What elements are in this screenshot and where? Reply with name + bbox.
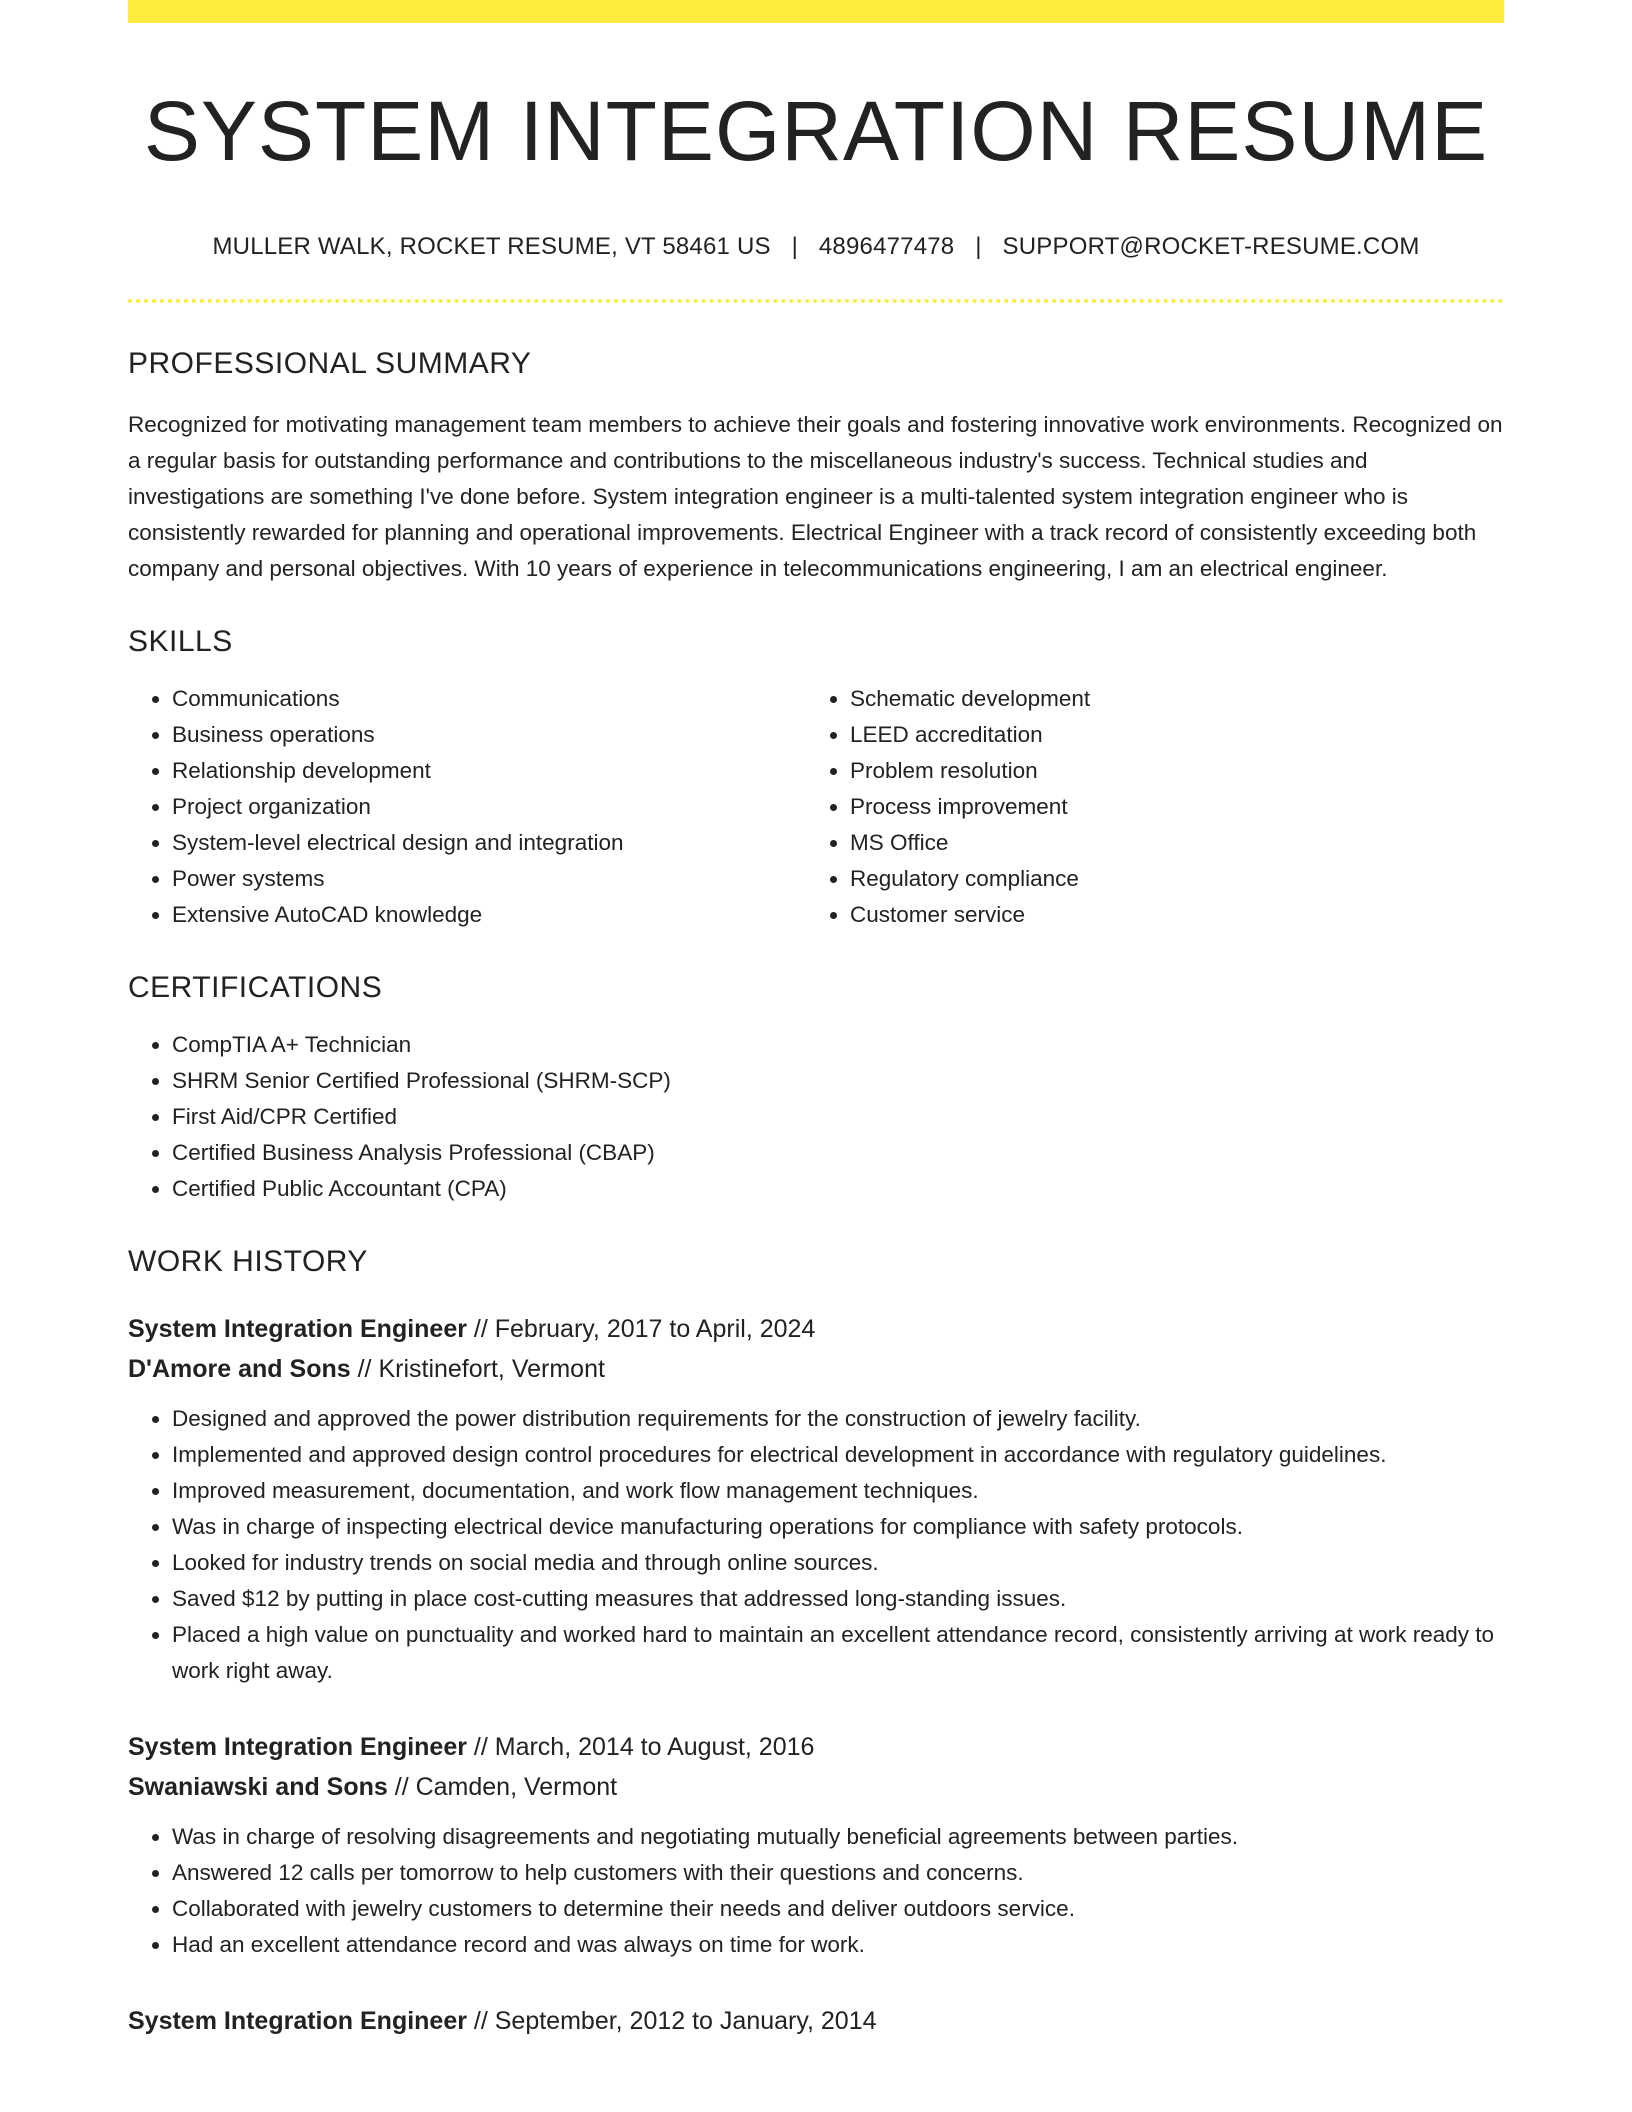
skills-list-left <box>128 681 806 933</box>
skill-item: • Relationship development <box>172 753 806 789</box>
job-entry <box>128 2001 1504 2041</box>
job-dates: // September, 2012 to January, 2014 <box>466 2007 877 2036</box>
job-role: System Integration Engineer <box>128 2007 467 2036</box>
job-bullet: • Had an excellent attendance record and was always on time for work. <box>172 1927 1504 1963</box>
job-bullet: • Was in charge of inspecting electrical device manufacturing operations for compliance with safety protocols. <box>172 1509 1504 1545</box>
job-role: System Integration Engineer <box>128 1733 467 1762</box>
job-dates: // March, 2014 to August, 2016 <box>466 1733 815 1762</box>
skill-item: • Power systems <box>172 861 806 897</box>
job-company: D'Amore and Sons <box>128 1355 351 1384</box>
email: SUPPORT@ROCKET-RESUME.COM <box>1002 233 1420 261</box>
skill-item: • Communications <box>172 681 806 717</box>
accent-bar <box>128 0 1504 23</box>
job-company-line <box>128 1349 1504 1389</box>
skills-list-right <box>806 681 1484 933</box>
job-title-line <box>128 1727 1504 1767</box>
summary-text: Recognized for motivating management team members to achieve their goals and fostering innovative work environments. Recognized on a regular basis for outstanding performance and contributions to the miscellaneous industry's success. Technical studies and investigations are something I've done before. System integration engineer is a multi-talented system integration engineer who is consistently rewarded for planning and operational improvements. Electrical Engineer with a track record of consistently exceeding both company and personal objectives. With 10 years of experience in telecommunications engineering, I am an electrical engineer. <box>128 412 1503 582</box>
job-location: // Kristinefort, Vermont <box>350 1355 605 1384</box>
summary-heading: PROFESSIONAL SUMMARY <box>128 347 532 381</box>
certification-item: • Certified Business Analysis Professional (CBAP) <box>172 1135 1504 1171</box>
skill-item: • Customer service <box>850 897 1484 933</box>
job-bullet: • Looked for industry trends on social media and through online sources. <box>172 1545 1504 1581</box>
job-bullet: • Saved $12 by putting in place cost-cutting measures that addressed long-standing issues. <box>172 1581 1504 1617</box>
skill-item: • Schematic development <box>850 681 1484 717</box>
job-bullet: • Collaborated with jewelry customers to determine their needs and deliver outdoors service. <box>172 1891 1504 1927</box>
job-role: System Integration Engineer <box>128 1315 467 1344</box>
job-entry <box>128 1727 1504 1963</box>
job-bullet: • Was in charge of resolving disagreements and negotiating mutually beneficial agreements between parties. <box>172 1819 1504 1855</box>
job-location: // Camden, Vermont <box>387 1773 618 1802</box>
skill-item: • Problem resolution <box>850 753 1484 789</box>
skill-item: • Business operations <box>172 717 806 753</box>
certification-item: • First Aid/CPR Certified <box>172 1099 1504 1135</box>
phone: 4896477478 <box>818 233 955 261</box>
certification-item: • CompTIA A+ Technician <box>172 1027 1504 1063</box>
certification-item: • Certified Public Accountant (CPA) <box>172 1171 1504 1207</box>
skill-item: • MS Office <box>850 825 1484 861</box>
skill-item: • LEED accreditation <box>850 717 1484 753</box>
contact-separator: | <box>975 233 982 261</box>
contact-line <box>128 233 1504 261</box>
skill-item: • Extensive AutoCAD knowledge <box>172 897 806 933</box>
skill-item: • System-level electrical design and integration <box>172 825 806 861</box>
skill-item: • Project organization <box>172 789 806 825</box>
job-dates: // February, 2017 to April, 2024 <box>466 1315 816 1344</box>
job-company: Swaniawski and Sons <box>128 1773 388 1802</box>
job-company-line <box>128 1767 1504 1807</box>
job-bullet: • Designed and approved the power distribution requirements for the construction of jewelry facility. <box>172 1401 1504 1437</box>
job-bullet: • Answered 12 calls per tomorrow to help customers with their questions and concerns. <box>172 1855 1504 1891</box>
skills-columns <box>128 681 1504 933</box>
job-title-line <box>128 1309 1504 1349</box>
job-bullet: • Implemented and approved design control procedures for electrical development in accordance with regulatory guidelines. <box>172 1437 1504 1473</box>
job-bullets <box>128 1401 1504 1689</box>
skill-item: • Process improvement <box>850 789 1484 825</box>
skills-heading: SKILLS <box>128 625 233 659</box>
certification-item: • SHRM Senior Certified Professional (SHRM-SCP) <box>172 1063 1504 1099</box>
certifications-heading: CERTIFICATIONS <box>128 971 383 1005</box>
dotted-divider <box>128 299 1504 303</box>
work-history-heading: WORK HISTORY <box>128 1245 368 1279</box>
job-bullet: • Placed a high value on punctuality and worked hard to maintain an excellent attendance record, consistently arriving at work ready to work right away. <box>172 1617 1504 1689</box>
job-title-line <box>128 2001 1504 2041</box>
resume-page <box>128 0 1504 2112</box>
job-bullet: • Improved measurement, documentation, and work flow management techniques. <box>172 1473 1504 1509</box>
skill-item: • Regulatory compliance <box>850 861 1484 897</box>
resume-title: SYSTEM INTEGRATION RESUME <box>143 84 1489 178</box>
certifications-list <box>128 1027 1504 1207</box>
address: MULLER WALK, ROCKET RESUME, VT 58461 US <box>212 233 771 261</box>
job-bullets <box>128 1819 1504 1963</box>
job-entry <box>128 1309 1504 1689</box>
contact-separator: | <box>791 233 798 261</box>
